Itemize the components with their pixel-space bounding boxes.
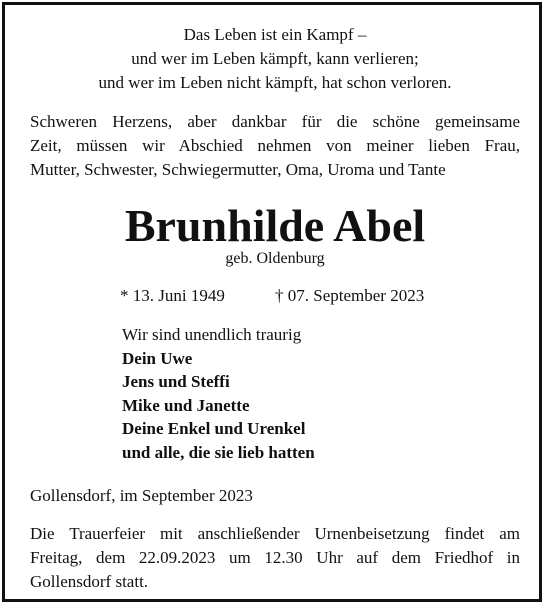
mourners-list [122, 323, 315, 464]
poem-line: und wer im Leben kämpft, kann verlieren; [131, 49, 419, 68]
intro-line: Mutter, Schwester, Schwiegermutter, Oma, Uroma und Tante [30, 160, 446, 179]
intro-line: Schweren Herzens, aber dankbar für die schöne gemeinsame [30, 112, 520, 131]
birth-name: geb. Oldenburg [225, 250, 325, 267]
mourners-intro: Wir sind unendlich traurig [122, 325, 302, 344]
birth-date: * 13. Juni 1949 [120, 286, 225, 305]
mourner-name: Jens und Steffi [122, 372, 230, 391]
obituary-frame [2, 2, 542, 602]
funeral-notice [30, 522, 520, 594]
funeral-line: Gollensdorf statt. [30, 572, 149, 591]
poem-line: und wer im Leben nicht kämpft, hat schon verloren. [98, 73, 452, 92]
mourner-name: Dein Uwe [122, 348, 193, 368]
mourner-name: Deine Enkel und Urenkel [122, 419, 306, 438]
mourner-name: und alle, die sie lieb hatten [122, 442, 315, 462]
funeral-line: Freitag, dem 22.09.2023 um 12.30 Uhr auf dem Friedhof in [30, 548, 520, 567]
intro-line: Zeit, müssen wir Abschied nehmen von meiner lieben Frau, [30, 136, 520, 155]
intro-text [30, 110, 520, 182]
place-date: Gollensdorf, im September 2023 [30, 486, 253, 505]
poem-line: Das Leben ist ein Kampf – [183, 25, 367, 44]
mourner-name: Mike und Janette [122, 395, 250, 415]
funeral-line: Die Trauerfeier mit anschließender Urnenbeisetzung findet am [30, 524, 520, 543]
poem [5, 23, 545, 95]
death-date: † 07. September 2023 [275, 286, 425, 305]
deceased-name: Brunhilde Abel [124, 200, 426, 251]
